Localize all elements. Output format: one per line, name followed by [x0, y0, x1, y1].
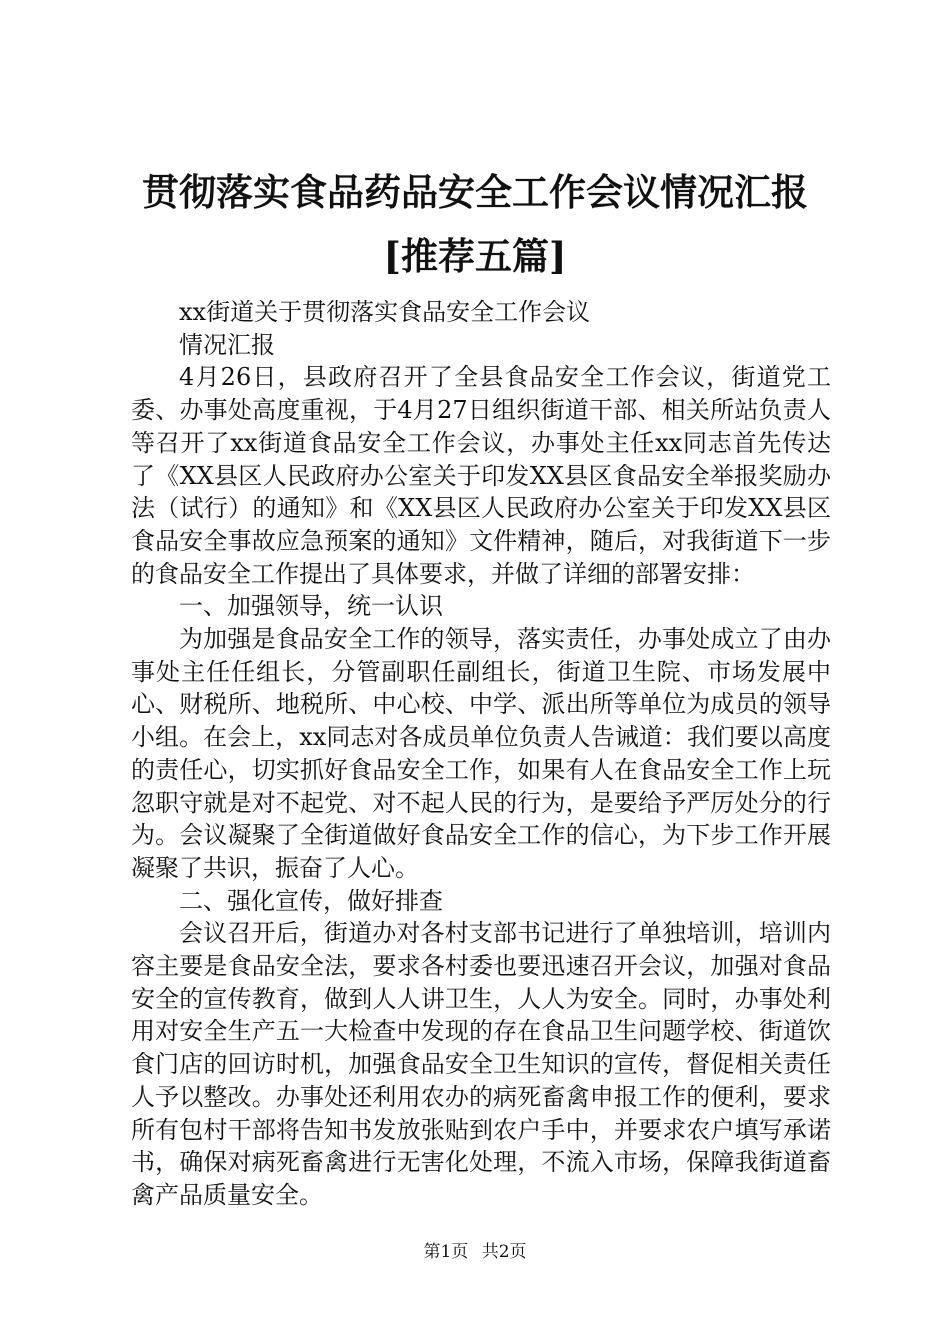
paragraph-subtitle-line-2: 情况汇报: [179, 330, 275, 359]
section-heading-2: 二、强化宣传，做好排查: [179, 886, 443, 915]
page-footer: [0, 1241, 950, 1263]
document-body: [131, 296, 831, 1212]
paragraph-section-1: 为加强是食品安全工作的领导，落实责任，办事处成立了由办事处主任任组长，分管副职任副组长，街道卫生院、市场发展中心、财税所、地税所、中心校、中学、派出所等单位为成员的领导小组。在会上，xx同志对各成员单位负责人告诫道：我们要以高度的责任心，切实抓好食品安全工作，如果有人在食品安全工作上玩忽职守就是对不起党、对不起人民的行为，是要给予严厉处分的行为。会议凝聚了全街道做好食品安全工作的信心，为下步工作开展凝聚了共识，振奋了人心。: [131, 625, 831, 882]
page-number-current: 第1页: [423, 1242, 469, 1262]
section-heading-1: 一、加强领导，统一认识: [179, 592, 443, 621]
paragraph-intro: 4月26日，县政府召开了全县食品安全工作会议，街道党工委、办事处高度重视，于4月27日组织街道干部、相关所站负责人等召开了xx街道食品安全工作会议，办事处主任xx同志首先传达了《XX县区人民政府办公室关于印发XX县区食品安全举报奖励办法（试行）的通知》和《XX县区人民政府办公室关于印发XX县区食品安全事故应急预案的通知》文件精神，随后，对我街道下一步的食品安全工作提出了具体要求，并做了详细的部署安排：: [131, 363, 831, 588]
document-title: 贯彻落实食品药品安全工作会议情况汇报[推荐五篇]: [142, 170, 808, 278]
page-number-total: 共2页: [481, 1242, 527, 1262]
paragraph-subtitle-line-1: xx街道关于贯彻落实食品安全工作会议: [179, 298, 591, 326]
paragraph-section-2: 会议召开后，街道办对各村支部书记进行了单独培训，培训内容主要是食品安全法，要求各村委也要迅速召开会议，加强对食品安全的宣传教育，做到人人讲卫生，人人为安全。同时，办事处利用对安全生产五一大检查中发现的存在食品卫生问题学校、街道饮食门店的回访时机，加强食品安全卫生知识的宣传，督促相关责任人予以整改。办事处还利用农办的病死畜禽申报工作的便利，要求所有包村干部将告知书发放张贴到农户手中，并要求农户填写承诺书，确保对病死畜禽进行无害化处理，不流入市场，保障我街道畜禽产品质量安全。: [131, 919, 831, 1209]
